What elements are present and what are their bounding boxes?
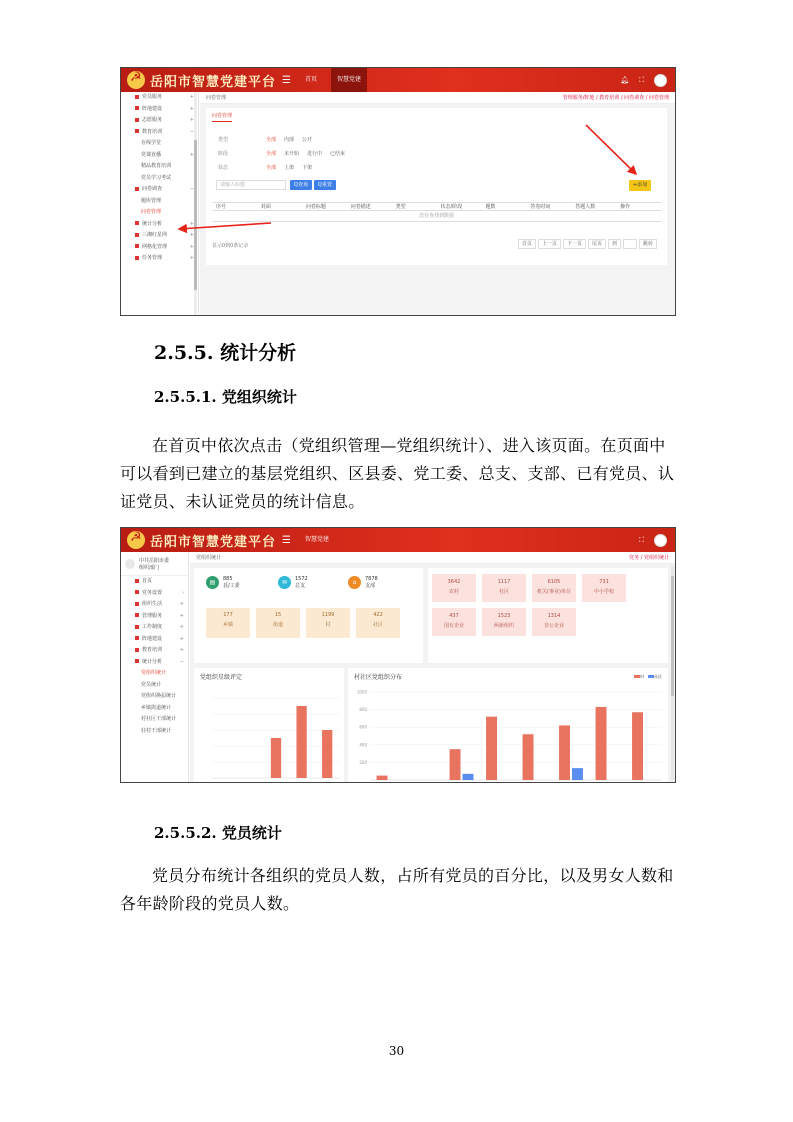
bar xyxy=(296,706,306,778)
main-scrollbar[interactable] xyxy=(671,566,674,780)
pager-prev[interactable]: 上一页 xyxy=(538,239,561,249)
mini-card-state-owned: 437 国有企业 xyxy=(432,608,476,636)
bar xyxy=(322,730,332,778)
sidebar-item-label: 管理服务 xyxy=(142,612,163,619)
expand-icon[interactable]: − xyxy=(179,658,184,665)
filter-option[interactable]: 全部 xyxy=(266,137,277,143)
filter-label: 状态 xyxy=(218,165,229,171)
screenshot-questionnaire-management xyxy=(120,67,676,316)
expand-icon[interactable]: + xyxy=(189,151,194,158)
breadcrumb: 管理服务/阵地 / 教育培训 / 问卷调查 / 问卷管理 xyxy=(562,95,669,101)
sidebar-item[interactable] xyxy=(121,726,188,738)
pager-last[interactable]: 尾页 xyxy=(588,239,606,249)
sidebar-item[interactable] xyxy=(121,634,188,646)
user-avatar xyxy=(125,559,135,569)
search-input[interactable]: 请输入标题 xyxy=(216,180,286,190)
mini-card-school: 731 中小学校 xyxy=(582,574,626,602)
fullscreen-icon[interactable]: ⛶ xyxy=(639,535,644,544)
sidebar-item[interactable] xyxy=(121,703,188,715)
mini-card-rural: 3642 农村 xyxy=(432,574,476,602)
bar xyxy=(632,712,643,780)
expand-icon[interactable]: + xyxy=(179,624,184,630)
sidebar-item-label: 党员服务 xyxy=(142,94,163,100)
filter-option[interactable]: 全部 xyxy=(266,165,277,171)
bar xyxy=(523,734,534,780)
expand-icon[interactable]: − xyxy=(189,128,194,135)
sidebar xyxy=(121,552,189,782)
table-empty-message: 没有查找到数据 xyxy=(212,211,661,222)
bell-icon[interactable]: 🔔︎ xyxy=(620,76,630,84)
sidebar-item-label: 组织生活 xyxy=(142,601,163,607)
mini-card-street: 15 街道 xyxy=(256,608,300,638)
brand-title: 岳阳市智慧党建平台 xyxy=(150,534,277,550)
sidebar-item-label: 党组织换届统计 xyxy=(141,693,177,699)
subsection-heading-1: 2.5.5.1. 党组织统计 xyxy=(154,388,297,406)
expand-icon[interactable]: + xyxy=(189,255,194,261)
sidebar-item-label: 阵地建设 xyxy=(142,635,163,642)
sidebar-item-label: 问卷调查 xyxy=(142,186,163,192)
sidebar-item-label: 统计分析 xyxy=(142,658,163,665)
user-block xyxy=(121,552,188,576)
screenshot-org-statistics xyxy=(120,527,676,783)
expand-icon[interactable]: + xyxy=(179,612,184,619)
user-name: 中共岳阳市委 xyxy=(139,557,170,564)
main-content xyxy=(190,552,675,782)
sidebar-item[interactable] xyxy=(121,714,188,726)
menu-bullet-icon xyxy=(135,590,139,594)
page-title: 问卷管理 xyxy=(206,95,227,101)
bar xyxy=(450,749,461,780)
stat-label: 县/工委 xyxy=(223,583,240,589)
filter-option[interactable]: 上架 xyxy=(284,165,295,171)
village-distribution-chart xyxy=(348,668,668,783)
stat-label: 总支 xyxy=(295,583,306,589)
sidebar-item-label: 驻村干部统计 xyxy=(141,727,172,734)
sidebar-item[interactable] xyxy=(121,611,188,623)
col-header: 答题人数 xyxy=(575,204,596,210)
add-button[interactable]: +添加 xyxy=(629,180,651,191)
sidebar-item-label: 任务管理 xyxy=(142,255,163,261)
stat-general-branch xyxy=(278,576,308,589)
stat-value: 885 xyxy=(223,576,233,582)
sidebar-item-label: 乡镇街道统计 xyxy=(141,704,172,711)
village-distribution-chart-panel xyxy=(348,668,668,783)
sidebar-item[interactable] xyxy=(121,622,188,634)
sidebar-item[interactable] xyxy=(121,657,188,669)
expand-icon[interactable]: + xyxy=(179,647,184,653)
bar xyxy=(486,717,497,780)
pager-next[interactable]: 下一页 xyxy=(563,239,586,249)
bar xyxy=(559,725,570,780)
mini-card-community: 422 社区 xyxy=(356,608,400,638)
expand-icon[interactable]: + xyxy=(179,601,184,607)
mini-card-township: 177 乡镇 xyxy=(206,608,250,638)
pager-info: 显示0到0条记录 xyxy=(212,243,249,249)
filter-label: 阶段 xyxy=(218,151,229,157)
legend-community: 社区 xyxy=(648,674,662,680)
col-header: 操作 xyxy=(620,204,631,210)
chart-title: 村社区党组织分布 xyxy=(354,674,403,681)
filter-option[interactable]: 公开 xyxy=(302,137,313,143)
filter-label: 类型 xyxy=(218,137,229,143)
sidebar-item[interactable] xyxy=(121,668,188,680)
bar xyxy=(596,707,607,780)
avatar[interactable] xyxy=(654,534,667,547)
user-role[interactable]: 组织部门 xyxy=(139,564,160,571)
expand-icon[interactable]: › xyxy=(182,589,184,596)
bar xyxy=(377,776,388,780)
search-button[interactable]: Q查询 xyxy=(290,180,312,190)
sidebar-item-label: 教育培训 xyxy=(142,647,163,653)
y-tick-label: 400 xyxy=(359,742,367,748)
filter-option[interactable]: 进行中 xyxy=(307,151,323,157)
menu-bullet-icon xyxy=(135,659,139,663)
filter-option[interactable]: 已结束 xyxy=(330,151,346,157)
col-header: 类型 xyxy=(395,204,406,210)
sidebar-item-label: 工作制度 xyxy=(142,624,163,630)
sidebar-item-label: 志愿服务 xyxy=(142,117,163,123)
y-tick-label: 600 xyxy=(359,724,367,730)
org-type-panel xyxy=(428,568,668,663)
menu-toggle-icon[interactable]: ☰ xyxy=(282,534,291,546)
mini-card-institution: 6105 机关(事业)单位 xyxy=(532,574,576,602)
menu-bullet-icon xyxy=(135,648,139,652)
stat-value: 1572 xyxy=(295,576,308,582)
star-rating-chart xyxy=(194,668,344,783)
expand-icon[interactable]: − xyxy=(189,186,194,192)
expand-icon[interactable]: + xyxy=(189,232,194,238)
brand-title: 岳阳市智慧党建平台 xyxy=(150,74,277,90)
page-title: 党组织统计 xyxy=(196,555,222,561)
menu-bullet-icon xyxy=(135,613,139,617)
sidebar-item-label: 精品教育培训 xyxy=(141,163,172,169)
col-header: 答卷时间 xyxy=(530,204,551,210)
sidebar-item-label: 题库管理 xyxy=(141,197,162,204)
sidebar-item-label: 首页 xyxy=(142,578,153,584)
sidebar-item[interactable] xyxy=(121,599,188,611)
subsection-heading-2: 2.5.5.2. 党员统计 xyxy=(154,824,282,842)
y-tick-label: 1000 xyxy=(356,689,367,695)
mini-card-community-type: 1117 社区 xyxy=(482,574,526,602)
sidebar-item[interactable] xyxy=(121,576,188,588)
pager-first[interactable]: 首页 xyxy=(518,239,536,249)
page-number: 30 xyxy=(388,1044,405,1058)
arrow-to-add-button xyxy=(586,125,636,174)
tab-questionnaire[interactable]: 问卷管理 xyxy=(212,112,232,122)
home-icon: ⌂ xyxy=(348,576,361,589)
menu-bullet-icon xyxy=(135,602,139,606)
filter-option[interactable]: 内部 xyxy=(284,137,295,143)
stat-county xyxy=(206,576,240,589)
nav-home[interactable]: 首页 xyxy=(304,76,317,83)
bar xyxy=(572,768,583,780)
sidebar-item[interactable] xyxy=(121,588,188,600)
stat-label: 支部 xyxy=(365,583,376,589)
sidebar-item-label: 党组织统计 xyxy=(141,670,167,676)
sidebar-item-label: 统计分析 xyxy=(142,220,163,227)
sidebar-item[interactable] xyxy=(121,691,188,703)
sidebar-item-label: 党员学习考试 xyxy=(141,174,172,181)
sidebar-item-label: 教育培训 xyxy=(142,128,163,135)
reset-button[interactable]: Q重置 xyxy=(314,180,336,190)
menu-bullet-icon xyxy=(135,579,139,583)
col-header: 封面 xyxy=(260,204,271,210)
col-header: 序号 xyxy=(216,204,227,210)
nav-smart-party[interactable]: 智慧党建 xyxy=(331,68,367,92)
menu-toggle-icon[interactable]: ☰ xyxy=(282,74,291,86)
expand-icon[interactable]: + xyxy=(189,105,194,112)
y-tick-label: 200 xyxy=(359,759,367,765)
top-bar xyxy=(121,528,675,552)
col-header: 问卷标题 xyxy=(305,204,326,210)
bar xyxy=(271,738,281,778)
sidebar-item-label: 在线学堂 xyxy=(141,140,162,146)
pager-goto-label: 到 xyxy=(608,239,621,249)
breadcrumb: 党务 / 党组织统计 xyxy=(629,555,669,561)
sidebar-item[interactable] xyxy=(121,645,188,657)
chat-icon: ✉ xyxy=(278,576,291,589)
nav-smart-party[interactable]: 智慧党建 xyxy=(304,536,329,543)
mini-card-village: 1199 村 xyxy=(306,608,350,638)
sidebar-item-label: 三湘红星网 xyxy=(142,232,168,238)
paragraph-1: 在首页中依次点击（党组织管理—党组织统计）、进入该页面。在页面中可以看到已建立的基层党组织、区县委、党工委、总支、支部、已有党员、认证党员、未认证党员的统计信息。 xyxy=(120,436,675,511)
expand-icon[interactable]: + xyxy=(179,635,184,642)
sidebar-item-label: 村社区干部统计 xyxy=(141,716,177,722)
col-header: 问卷描述 xyxy=(350,204,371,210)
filter-option[interactable]: 全部 xyxy=(266,151,277,157)
menu-bullet-icon xyxy=(135,625,139,629)
expand-icon[interactable]: + xyxy=(189,117,194,123)
org-count-panel xyxy=(194,568,423,663)
col-header: 题数 xyxy=(485,204,496,210)
mini-card-two-new: 1523 两新组织 xyxy=(482,608,526,636)
sidebar-item[interactable] xyxy=(121,680,188,692)
star-rating-chart-panel xyxy=(194,668,344,783)
pager-jump-button[interactable]: 跳转 xyxy=(639,239,657,249)
org-icon: ▤ xyxy=(206,576,219,589)
sidebar-item-label: 党课直播 xyxy=(141,151,162,158)
chart-title: 党组织星级评定 xyxy=(200,674,243,681)
section-heading: 2.5.5. 统计分析 xyxy=(154,342,297,364)
expand-icon[interactable]: + xyxy=(189,94,194,100)
menu-bullet-icon xyxy=(135,636,139,640)
expand-icon[interactable]: + xyxy=(189,243,194,250)
stat-branch xyxy=(348,576,378,589)
filter-option[interactable]: 下架 xyxy=(302,165,313,171)
filter-option[interactable]: 未开始 xyxy=(284,151,300,157)
stat-value: 7878 xyxy=(365,576,378,582)
sidebar-item-label: 网格化管理 xyxy=(142,243,168,250)
paragraph-2: 党员分布统计各组织的党员人数，占所有党员的百分比，以及男女人数和各年龄阶段的党员人数。 xyxy=(120,866,674,913)
expand-icon[interactable]: + xyxy=(189,220,194,227)
fullscreen-icon[interactable]: ⛶ xyxy=(639,75,644,84)
annotation-arrows xyxy=(121,68,676,316)
sidebar-item-label: 问卷管理 xyxy=(141,209,162,215)
sidebar-item-label: 党务设置 xyxy=(142,589,163,596)
party-emblem-icon xyxy=(127,531,145,549)
sidebar-item-label: 党员统计 xyxy=(141,681,162,688)
y-tick-label: 800 xyxy=(359,707,367,713)
breadcrumb-bar xyxy=(190,552,675,564)
col-header: 状态/阶段 xyxy=(440,204,463,210)
mini-card-private: 1314 非公企业 xyxy=(532,608,576,636)
sidebar-item-label: 阵地建设 xyxy=(142,105,163,112)
arrow-to-menu xyxy=(179,223,271,229)
bar xyxy=(463,774,474,780)
legend-village: 村 xyxy=(634,674,644,680)
